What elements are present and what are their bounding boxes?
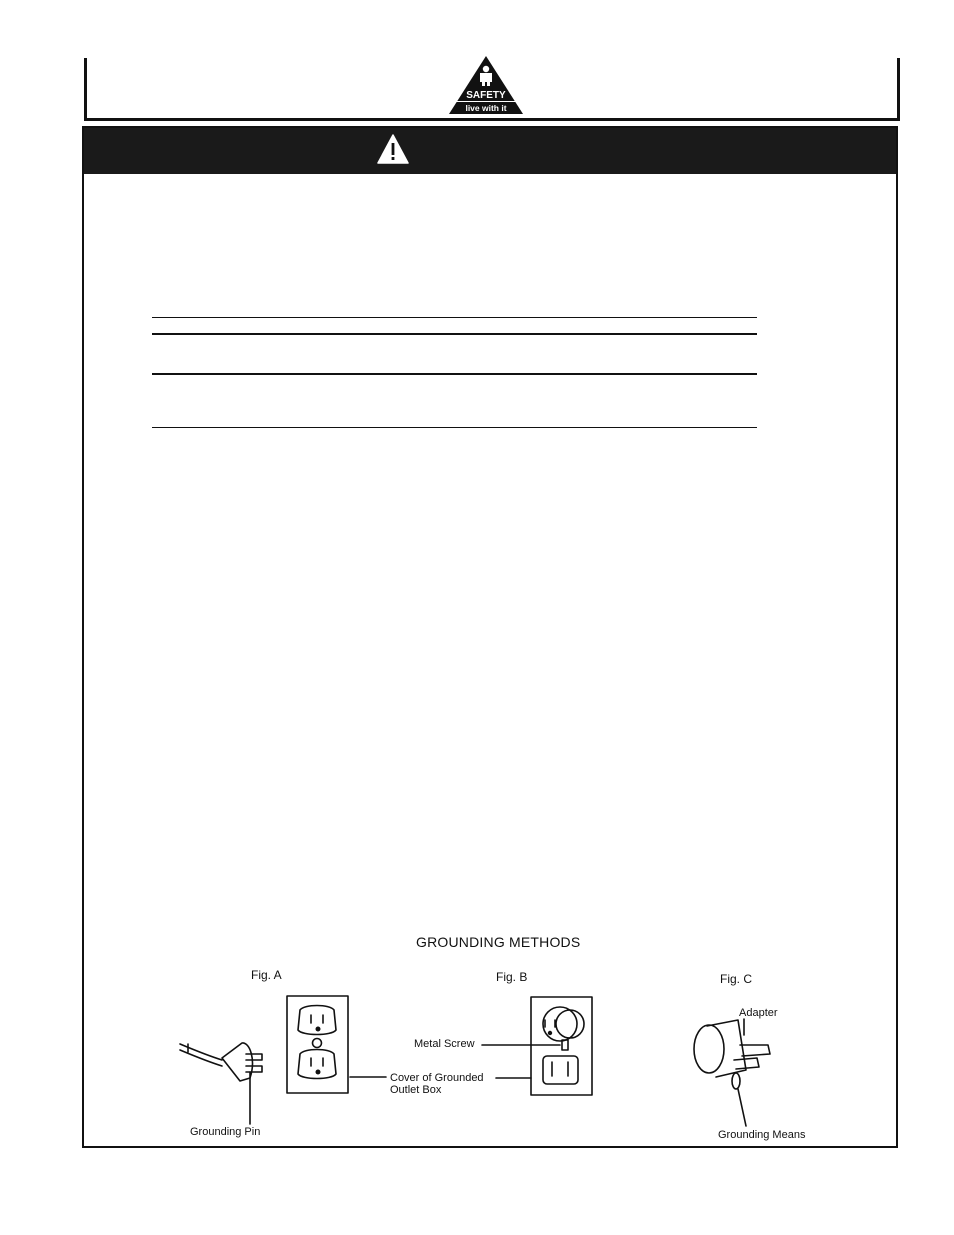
grounding-methods-title: GROUNDING METHODS <box>416 934 581 950</box>
outlet-adapter-icon <box>482 997 592 1095</box>
safety-bottom-text: live with it <box>465 103 507 113</box>
fig-a-label: Fig. A <box>251 968 282 982</box>
adapter-icon <box>694 1019 770 1126</box>
grounding-means-callout: Grounding Means <box>718 1129 806 1141</box>
metal-screw-callout: Metal Screw <box>414 1038 475 1050</box>
adapter-callout: Adapter <box>739 1007 778 1019</box>
grounded-cover-callout-line2: Outlet Box <box>390 1084 442 1096</box>
grounded-cover-callout-line1: Cover of Grounded <box>390 1072 484 1084</box>
grounding-pin-callout: Grounding Pin <box>190 1126 261 1138</box>
safety-top-text: SAFETY <box>466 90 506 101</box>
duplex-outlet-icon <box>287 996 386 1093</box>
plug-icon <box>180 1043 262 1124</box>
fig-c-label: Fig. C <box>720 972 753 986</box>
fig-b-label: Fig. B <box>496 970 528 984</box>
